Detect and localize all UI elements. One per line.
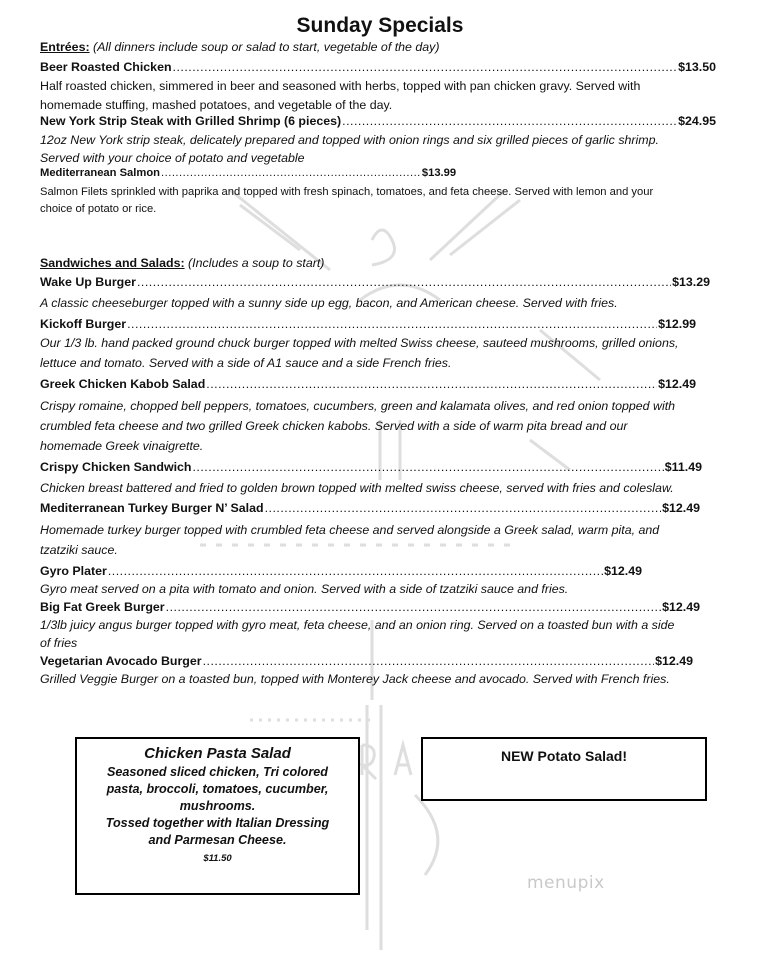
item-price: $11.49 [664,460,702,474]
box-title: NEW Potato Salad! [500,748,627,764]
item-desc: 1/3lb juicy angus burger topped with gyro meat, feta cheese, and an onion ring. Served on a toasted bun with a side [40,618,675,632]
menu-item [40,375,696,394]
menu-item [40,562,642,581]
menu-item [40,598,700,617]
item-desc: Salmon Filets sprinkled with paprika and topped with fresh spinach, tomatoes, and feta cheese. Served with lemon and your [40,186,654,198]
menu-item [40,58,716,77]
item-desc: A classic cheeseburger topped with a sunny side up egg, bacon, and American cheese. Served with fries. [40,296,618,310]
item-price: $13.99 [421,167,457,179]
chicken-pasta-salad-box [75,737,360,895]
item-name: Mediterranean Turkey Burger N’ Salad [40,501,264,515]
box-price: $11.50 [203,853,232,864]
sandwiches-note: (Includes a soup to start) [184,256,325,270]
item-desc: Grilled Veggie Burger on a toasted bun, topped with Monterey Jack cheese and avocado. Served with French fries. [40,672,670,686]
item-desc: Crispy romaine, chopped bell peppers, tomatoes, cucumbers, green and kalamata olives, and red onion topped with [40,399,676,413]
item-desc: homemade stuffing, mashed potatoes, and vegetable of the day. [40,98,393,112]
item-name: Crispy Chicken Sandwich [40,460,192,474]
item-price: $12.49 [604,564,642,578]
entrees-header [40,38,716,57]
item-price: $13.50 [678,60,716,74]
item-name: Gyro Plater [40,564,107,578]
item-price: $24.95 [678,114,716,128]
item-name: Kickoff Burger [40,317,127,331]
item-price: $12.49 [658,377,696,391]
item-desc: of fries [40,636,78,650]
item-price: $12.49 [662,501,700,515]
menu-item [40,458,702,477]
menu-item [40,164,716,183]
menu-item [40,315,696,334]
potato-salad-box [421,737,707,801]
box-line: mushrooms. [179,799,256,813]
item-desc: 12oz New York strip steak, delicately prepared and topped with onion rings and six grilled pieces of garlic shrimp. [40,133,659,147]
page-title: Sunday Specials [296,14,464,37]
item-name: Big Fat Greek Burger [40,600,165,614]
item-name: Vegetarian Avocado Burger [40,654,202,668]
item-name: Wake Up Burger [40,275,136,289]
box-title: Chicken Pasta Salad [144,745,291,762]
menu-item [40,652,693,671]
item-desc: crumbled feta cheese and two grilled Greek chicken kabobs. Served with a side of warm pita bread and our [40,419,628,433]
menu-item [40,112,716,131]
item-desc: Our 1/3 lb. hand packed ground chuck burger topped with melted Swiss cheese, sauteed mushrooms, grilled onions, [40,336,679,350]
item-desc: Chicken breast battered and fried to golden brown topped with melted swiss cheese, served with fries and coleslaw. [40,481,674,495]
item-price: $12.99 [658,317,696,331]
item-price: $12.49 [662,600,700,614]
menu-item [40,499,700,518]
box-line: pasta, broccoli, tomatoes, cucumber, [106,782,329,796]
menu-item [40,273,710,292]
brand-watermark: menupix [527,873,605,893]
sandwiches-heading: Sandwiches and Salads: [40,256,185,270]
item-name: Mediterranean Salmon [40,167,160,179]
item-desc: Homemade turkey burger topped with crumbled feta cheese and served alongside a Greek salad, warm pita, and [40,523,660,537]
box-line: and Parmesan Cheese. [148,833,287,847]
item-desc: tzatziki sauce. [40,543,118,557]
item-price: $12.49 [655,654,693,668]
item-desc: lettuce and tomato. Served with a side of A1 sauce and a side French fries. [40,356,452,370]
item-desc: Gyro meat served on a pita with tomato and onion. Served with a side of tzatziki sauce and fries. [40,582,569,596]
item-desc: choice of potato or rice. [40,203,157,215]
item-name: Greek Chicken Kabob Salad [40,377,206,391]
sandwiches-header [40,254,716,273]
box-line: Seasoned sliced chicken, Tri colored [107,765,328,779]
item-name: New York Strip Steak with Grilled Shrimp (6 pieces) [40,114,342,128]
item-desc: Served with your choice of potato and vegetable [40,151,305,165]
item-name: Beer Roasted Chicken [40,60,172,74]
box-line: Tossed together with Italian Dressing [105,816,330,830]
item-price: $13.29 [672,275,710,289]
entrees-heading: Entrées: [40,40,90,54]
entrees-note: (All dinners include soup or salad to start, vegetable of the day) [89,40,440,54]
item-desc: Half roasted chicken, simmered in beer and seasoned with herbs, topped with pan chicken gravy. Served with [40,79,641,93]
item-desc: homemade Greek vinaigrette. [40,439,204,453]
